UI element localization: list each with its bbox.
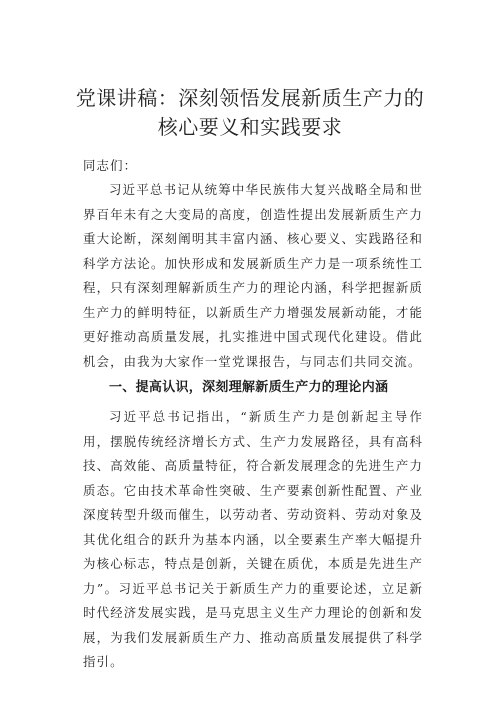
greeting: 同志们： <box>83 158 138 173</box>
document-title-line-1: 党课讲稿：深刻领悟发展新质生产力的 <box>75 86 425 110</box>
paragraph-intro: 习近平总书记从统筹中华民族伟大复兴战略全局和世界百年未有之大变局的高度，创造性提出发展新质生产力重大论断，深刻阐明其丰富内涵、核心要义、实践路径和科学方法论。加快形成和发展新质生产力是一项系统性工程，只有深刻理解新质生产力的理论内涵，科学把握新质生产力的鲜明特征，以新质生产力增强发展新动能，才能更好推动高质量发展，扎实推进中国式现代化建设。借此机会，由我为大家作一堂党课报告，与同志们共同交流。 <box>83 182 423 369</box>
section-heading-1: 一、提高认识，深刻理解新质生产力的理论内涵 <box>109 380 389 395</box>
document-title-line-2: 核心要义和实践要求 <box>157 115 343 139</box>
paragraph-section-1: 习近平总书记指出，“新质生产力是创新起主导作用，摆脱传统经济增长方式、生产力发展路径，具有高科技、高效能、高质量特征，符合新发展理念的先进生产力质态。它由技术革命性突破、生产要素创新性配置、产业深度转型升级而催生，以劳动者、劳动资料、劳动对象及其优化组合的跃升为基本内涵，以全要素生产率大幅提升为核心标志，特点是创新，关键在质优，本质是先进生产力”。习近平总书记关于新质生产力的重要论述，立足新时代经济发展实践，是马克思主义生产力理论的创新和发展，为我们发展新质生产力、推动高质量发展提供了科学指引。 <box>83 409 423 669</box>
